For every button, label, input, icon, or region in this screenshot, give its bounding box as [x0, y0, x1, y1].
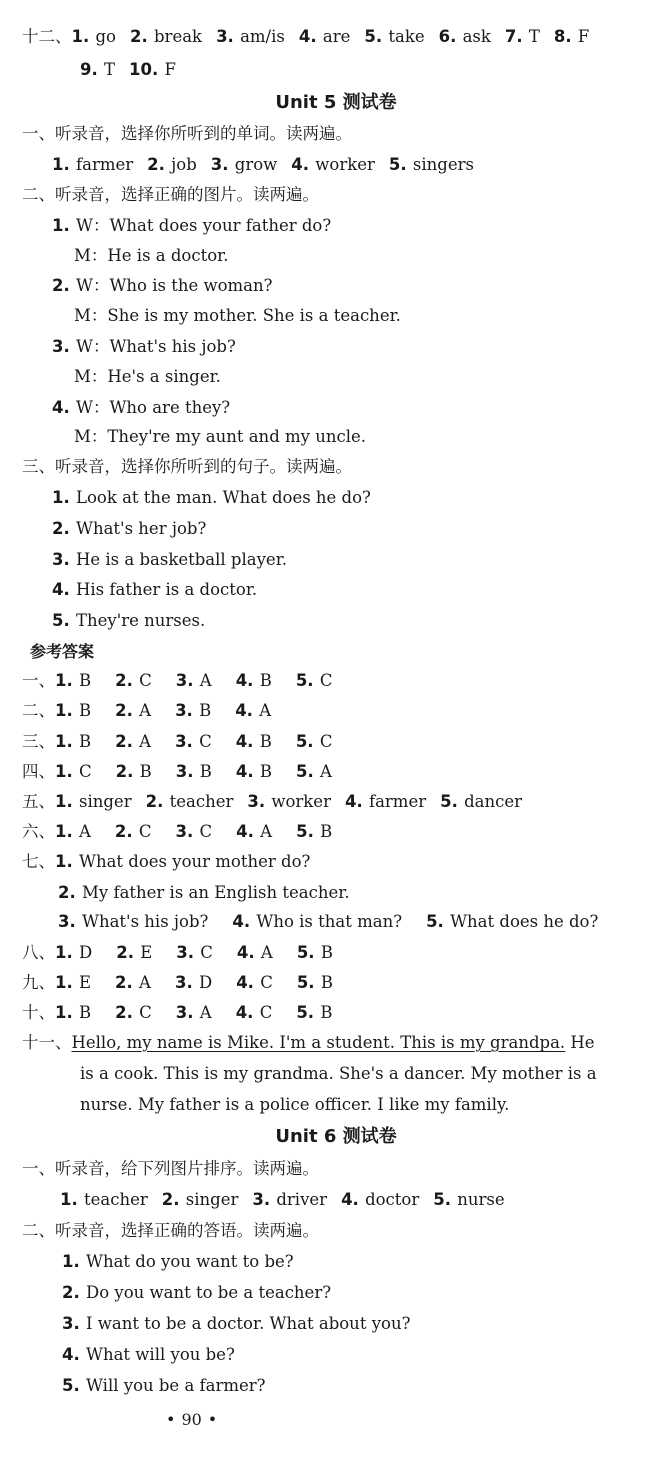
answers-heading: 参考答案 [30, 642, 95, 661]
answer-row-11: 十一、Hello, my name is Mike. I'm a student. This is my grandpa. He [22, 1033, 595, 1052]
answer-item [296, 671, 333, 690]
answer-item [55, 1003, 91, 1022]
section-12-answers-cont [80, 55, 672, 85]
item-number: 4. [344, 792, 363, 811]
sentence-1: 1. Look at the man. What does he do? [52, 488, 371, 507]
item-number: 2. [147, 155, 165, 174]
item-value: singers [412, 155, 474, 174]
sentence-5: 5. They're nurses. [52, 611, 206, 630]
item-value: C [319, 732, 333, 751]
answer-row-2: 二、1. B 2. A 3. B 4. A [22, 701, 272, 720]
item-value: C [199, 732, 212, 751]
item-number: 3. [176, 943, 195, 962]
item-number: 2. [145, 792, 164, 811]
answer-item [115, 1003, 152, 1022]
question-2-instruction: 二、听录音，选择正确的图片。读两遍。 [22, 185, 319, 204]
answer-item [130, 27, 202, 46]
item-value: E [79, 973, 92, 992]
answer-row-4: 四、1. C 2. B 3. B 4. B 5. A [22, 762, 332, 781]
item-number: 3. [175, 762, 194, 781]
section-prefix: 十二、 [22, 27, 72, 46]
answer-item [80, 60, 115, 79]
item-value: A [260, 822, 273, 841]
item-value: B [79, 701, 92, 720]
item-number: 5. [426, 912, 444, 931]
question-3-instruction: 三、听录音，选择你所听到的句子。读两遍。 [22, 457, 352, 476]
section-12-answers [22, 22, 672, 52]
item-value: C [79, 762, 92, 781]
item-number: 2. [115, 762, 134, 781]
item-number: 4. [235, 671, 254, 690]
item-number: 4. [298, 27, 317, 46]
item-value: A [139, 973, 151, 992]
item-number: 5. [388, 155, 407, 174]
answer-list [72, 27, 590, 46]
answer-item [299, 27, 351, 46]
answer-row-10: 十、1. B 2. C 3. A 4. C 5. B [22, 1003, 333, 1022]
item-value: C [139, 1003, 152, 1022]
item-value: What's his job? [82, 912, 209, 931]
item-value: worker [315, 155, 375, 174]
word-list [52, 155, 474, 174]
item-number: 3. [247, 792, 266, 811]
answer-item [162, 1190, 239, 1209]
item-value: break [154, 27, 203, 46]
answer-item [115, 973, 151, 992]
item-value: doctor [365, 1190, 420, 1209]
item-number: 5. [296, 822, 314, 841]
answer-item [55, 973, 91, 992]
answer-item [175, 701, 211, 720]
answer-row-11-line-3: nurse. My father is a police officer. I like my family. [80, 1095, 510, 1114]
question-1-instruction: 一、听录音，选择你所听到的单词。读两遍。 [22, 124, 352, 143]
answer-item [175, 973, 212, 992]
answer-item [55, 732, 91, 751]
item-number: 3. [174, 973, 193, 992]
answer-row-6: 六、1. A 2. C 3. C 4. A 5. B [22, 822, 333, 841]
answer-item [235, 701, 271, 720]
item-number: 1. [55, 671, 73, 690]
answer-item [505, 27, 540, 46]
item-number: 5. [295, 732, 314, 751]
answer-item [439, 27, 491, 46]
item-value: go [95, 27, 116, 46]
unit-6-title: Unit 6 测试卷 [275, 1126, 397, 1147]
item-value: C [260, 973, 273, 992]
answer-item [211, 155, 278, 174]
item-value: A [199, 1003, 212, 1022]
reply-3: 3. I want to be a doctor. What about you? [62, 1314, 411, 1333]
answer-row-7-line-3 [58, 907, 672, 937]
answer-item [426, 912, 598, 931]
item-value: B [320, 943, 333, 962]
reply-2: 2. Do you want to be a teacher? [62, 1283, 332, 1302]
answer-item [52, 155, 133, 174]
item-number: 5. [296, 1003, 315, 1022]
item-number: 2. [115, 671, 133, 690]
item-value: A [139, 732, 152, 751]
item-value: C [138, 822, 152, 841]
answer-item [296, 822, 332, 841]
item-number: 3. [175, 822, 194, 841]
answer-item [176, 1003, 212, 1022]
answer-row-1: 一、1. B 2. C 3. A 4. B 5. C [22, 671, 333, 690]
item-number: 2. [130, 27, 148, 46]
question-1-items [52, 150, 672, 180]
item-number: 5. [296, 973, 315, 992]
item-number: 4. [291, 155, 310, 174]
item-number: 1. [55, 822, 73, 841]
item-number: 4. [235, 701, 253, 720]
answer-item [72, 27, 117, 46]
item-number: 4. [235, 1003, 254, 1022]
answer-item [297, 973, 333, 992]
item-number: 8. [553, 27, 572, 46]
item-number: 5. [296, 943, 315, 962]
answer-item [237, 943, 273, 962]
sentence-4: 4. His father is a doctor. [52, 580, 258, 599]
item-value: A [199, 671, 212, 690]
item-number: 5. [440, 792, 458, 811]
item-value: A [259, 701, 272, 720]
reply-4: 4. What will you be? [62, 1345, 235, 1364]
item-value: B [320, 1003, 333, 1022]
item-value: A [260, 943, 273, 962]
answer-item [115, 671, 152, 690]
item-number: 9. [80, 60, 98, 79]
item-value: F [577, 27, 590, 46]
item-number: 5. [296, 762, 314, 781]
item-number: 3. [175, 671, 194, 690]
answer-item [55, 671, 91, 690]
item-value: B [79, 671, 92, 690]
answer-item [176, 671, 212, 690]
sentence-2: 2. What's her job? [52, 519, 207, 538]
item-value: ask [462, 27, 491, 46]
answer-row-7: 七、1. What does your mother do? [22, 852, 311, 871]
dialogue-3-w: 3. W：What's his job? [52, 337, 236, 356]
answer-item [440, 792, 522, 811]
item-number: 4. [232, 912, 251, 931]
item-number: 2. [115, 973, 133, 992]
item-value: C [319, 671, 333, 690]
item-number: 6. [438, 27, 457, 46]
item-value: B [259, 762, 273, 781]
answer-item [55, 762, 92, 781]
answer-row-8: 八、1. D 2. E 3. C 4. A 5. B [22, 943, 333, 962]
dialogue-2-m: M：She is my mother. She is a teacher. [74, 306, 401, 325]
answer-item [55, 822, 91, 841]
answer-item [232, 912, 402, 931]
answer-row-3: 三、1. B 2. A 3. C 4. B 5. C [22, 732, 333, 751]
item-value: A [79, 822, 91, 841]
item-number: 4. [236, 973, 254, 992]
underlined-answer: Hello, my name is Mike. I'm a student. This is my grandpa. [71, 1033, 566, 1052]
item-value: nurse [457, 1190, 505, 1209]
dialogue-4-m: M：They're my aunt and my uncle. [74, 427, 366, 446]
unit-6-question-1-instruction: 一、听录音，给下列图片排序。读两遍。 [22, 1159, 319, 1178]
item-number: 5. [364, 27, 383, 46]
answer-item [389, 155, 474, 174]
answer-item [296, 762, 332, 781]
item-number: 10. [129, 60, 159, 79]
item-value: B [79, 732, 92, 751]
answer-item [252, 1190, 327, 1209]
item-value: B [199, 701, 212, 720]
answer-item [345, 792, 426, 811]
item-value: E [140, 943, 153, 962]
answer-item [247, 792, 331, 811]
answer-item [147, 155, 197, 174]
unit-6-question-1-items [60, 1185, 672, 1215]
answer-row-11-line-2: is a cook. This is my grandma. She's a dancer. My mother is a [80, 1064, 597, 1083]
item-value: farmer [368, 792, 427, 811]
item-number: 4. [235, 732, 254, 751]
item-value: are [322, 27, 351, 46]
item-value: worker [271, 792, 331, 811]
item-number: 1. [60, 1190, 78, 1209]
item-number: 4. [341, 1190, 359, 1209]
answer-item [55, 792, 132, 811]
item-value: job [171, 155, 197, 174]
item-value: singer [79, 792, 132, 811]
answer-item [296, 1003, 332, 1022]
answer-item [116, 943, 152, 962]
item-value: dancer [464, 792, 523, 811]
item-value: C [259, 1003, 273, 1022]
item-number: 1. [55, 943, 73, 962]
answer-item [58, 912, 208, 931]
answer-list [80, 60, 176, 79]
item-number: 2. [114, 822, 133, 841]
item-value: grow [234, 155, 278, 174]
item-number: 2. [115, 732, 133, 751]
item-number: 5. [295, 671, 314, 690]
answer-item [60, 1190, 148, 1209]
sentence-3: 3. He is a basketball player. [52, 550, 288, 569]
answer-item [175, 732, 212, 751]
item-value: B [320, 973, 333, 992]
answer-row-7-line-2: 2. My father is an English teacher. [58, 883, 350, 902]
answer-item [236, 671, 272, 690]
answer-item [554, 27, 589, 46]
item-number: 7. [504, 27, 523, 46]
item-value: B [79, 1003, 92, 1022]
item-value: A [320, 762, 332, 781]
item-number: 1. [55, 701, 73, 720]
item-value: D [79, 943, 93, 962]
answer-item [115, 822, 152, 841]
item-value: B [139, 762, 152, 781]
item-number: 4. [236, 822, 254, 841]
answer-row-9: 九、1. E 2. A 3. D 4. C 5. B [22, 973, 333, 992]
item-number: 4. [235, 762, 254, 781]
unit-5-title: Unit 5 测试卷 [275, 92, 397, 113]
item-value: B [259, 671, 272, 690]
answer-item [176, 822, 213, 841]
item-number: 3. [175, 701, 193, 720]
item-value: C [199, 822, 213, 841]
item-number: 3. [175, 1003, 194, 1022]
answer-item [55, 701, 91, 720]
item-value: teacher [169, 792, 234, 811]
item-number: 1. [55, 1003, 73, 1022]
unit-6-question-2-instruction: 二、听录音，选择正确的答语。读两遍。 [22, 1221, 319, 1240]
answer-item [296, 732, 333, 751]
dialogue-4-w: 4. W：Who are they? [52, 398, 231, 417]
dialogue-1-w: 1. W：What does your father do? [52, 216, 332, 235]
item-number: 3. [216, 27, 234, 46]
dialogue-3-m: M：He's a singer. [74, 367, 221, 386]
answer-item [341, 1190, 419, 1209]
answer-item [216, 27, 285, 46]
item-value: teacher [84, 1190, 148, 1209]
item-number: 3. [175, 732, 193, 751]
answer-item [116, 762, 152, 781]
item-value: F [164, 60, 176, 79]
item-number: 1. [55, 973, 73, 992]
answer-item [176, 762, 212, 781]
page-number: • 90 • [166, 1410, 218, 1429]
item-number: 3. [210, 155, 229, 174]
answer-item [236, 973, 273, 992]
item-value: D [198, 973, 213, 992]
answer-item [129, 60, 176, 79]
answer-item [115, 701, 151, 720]
item-number: 5. [433, 1190, 452, 1209]
item-number: 2. [115, 1003, 133, 1022]
answer-item [291, 155, 375, 174]
item-value: am/is [240, 27, 285, 46]
item-value: singer [185, 1190, 239, 1209]
item-value: B [199, 762, 212, 781]
item-value: farmer [76, 155, 134, 174]
dialogue-1-m: M：He is a doctor. [74, 246, 229, 265]
item-value: Who is that man? [256, 912, 403, 931]
dialogue-2-w: 2. W：Who is the woman? [52, 276, 273, 295]
reply-5: 5. Will you be a farmer? [62, 1376, 266, 1395]
item-value: T [528, 27, 540, 46]
item-value: take [388, 27, 425, 46]
answer-item [236, 822, 272, 841]
item-number: 1. [55, 762, 73, 781]
item-value: T [104, 60, 116, 79]
answer-item [433, 1190, 504, 1209]
item-value: What does he do? [450, 912, 599, 931]
answer-item [236, 762, 272, 781]
item-value: B [259, 732, 272, 751]
item-number: 4. [236, 943, 255, 962]
item-value: B [320, 822, 333, 841]
answer-item [236, 1003, 273, 1022]
answer-row-5: 五、1. singer 2. teacher 3. worker 4. farmer 5. dancer [22, 792, 523, 811]
item-number: 1. [52, 155, 70, 174]
item-value: C [200, 943, 213, 962]
answer-item [115, 732, 151, 751]
item-number: 3. [252, 1190, 271, 1209]
answer-item [55, 943, 92, 962]
answer-item [297, 943, 333, 962]
item-number: 3. [58, 912, 76, 931]
item-value: C [139, 671, 152, 690]
item-value: driver [276, 1190, 328, 1209]
answer-item [176, 943, 213, 962]
item-number: 2. [161, 1190, 180, 1209]
item-number: 2. [115, 701, 133, 720]
item-number: 1. [55, 732, 73, 751]
item-value: A [139, 701, 152, 720]
item-number: 2. [116, 943, 134, 962]
item-number: 1. [55, 792, 73, 811]
answer-item [236, 732, 272, 751]
dot-icon: • [166, 1410, 176, 1429]
item-number: 1. [71, 27, 90, 46]
answer-item [146, 792, 234, 811]
answer-item [364, 27, 424, 46]
dot-icon: • [207, 1410, 218, 1429]
reply-1: 1. What do you want to be? [62, 1252, 294, 1271]
